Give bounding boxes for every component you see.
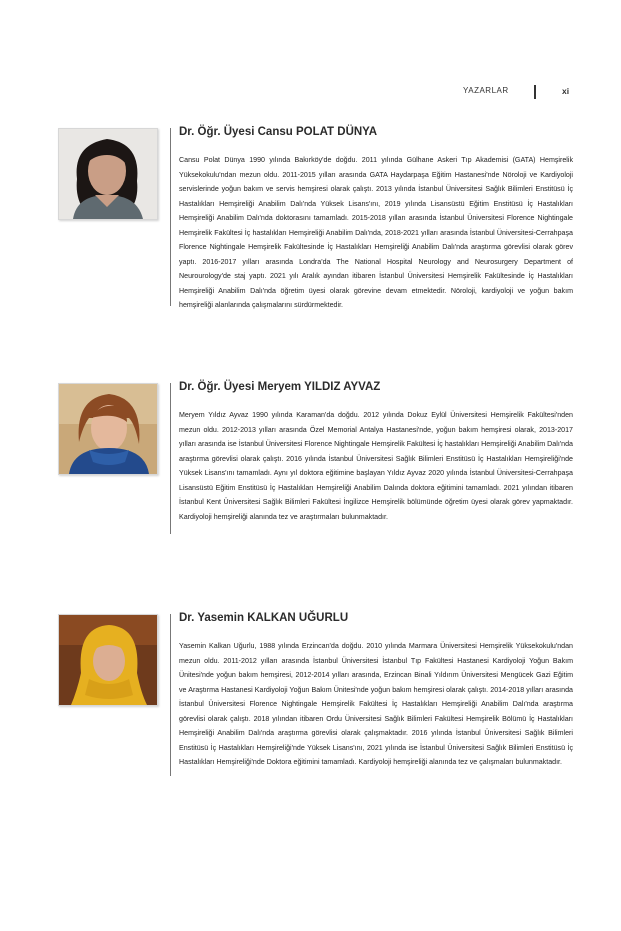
author-bio: Meryem Yıldız Ayvaz 1990 yılında Karaman'da doğdu. 2012 yılında Dokuz Eylül Üniversitesi Hemşirelik Fakültesi'nden mezun oldu. 2012-2013 yılları arasında Özel Memorial Antalya Hastanesi'nde, yoğun bakım hemşiresi olarak, 2013-2017 yılları arasında ise İstanbul Üniversitesi Florence Nightingale Hemşirelik Fakültesi İç hastalıkları Hemşireliği Anabilim Dalı'nda araştırma görevlisi olarak çalıştı. 2016 yılında İstanbul Üniversitesi Sağlık Bilimleri Enstitüsü İç Hastalıkları Hemşireliği'nde Yüksek Lisans'ını tamamladı. Aynı yıl doktora eğitimine başlayan Yıldız Ayvaz 2020 yılında İstanbul Üniversitesi-Cerrahpaşa Lisansüstü Eğitim Enstitüsü İç Hastalıkları Hemşireliği Anabilim Dalında doktora eğitimini tamamladı. 2021 yılından itibaren İstanbul Kent Üniversitesi Sağlık Bilimleri Fakültesi İngilizce Hemşirelik bölümünde öğretim üyesi olarak görev yapmaktadır. Kardiyoloji hemşireliği alanında tez ve araştırmaları bulunmaktadır. — [179, 411, 573, 521]
author-bio: Yasemin Kalkan Uğurlu, 1988 yılında Erzincan'da doğdu. 2010 yılında Marmara Üniversitesi Hemşirelik Yüksekokulu'ndan mezun oldu. 2011-2012 yılları arasında İstanbul Üniversitesi İstanbul Tıp Fakültesi Hastanesi Kardiyoloji Yoğun Bakım Ünitesi'nde yoğun bakım hemşiresi, 2012-2014 yılları arasında, Erzincan Binali Yıldırım Üniversitesi Mengücek Gazi Eğitim ve Araştırma Hastanesi Kardiyoloji Yoğun Bakım Ünitesi'nde yoğun bakım hemşiresi olarak çalıştı. 2014-2018 yılları arasında İstanbul Üniversitesi Florence Nightingale Hemşirelik Fakültesi İç Hastalıkları Hemşireliği Anabilim Dalı'nda araştırma görevlisi olarak çalıştı. 2018 yılından itibaren Ordu Üniversitesi Sağlık Bilimleri Fakültesi Hemşirelik Bölümü İç Hastalıkları Hemşireliği Anabilim Dalı'nda araştırma görevlisi olarak çalışmaktadır. 2016 yılında İstanbul Üniversitesi Sağlık Bilimleri Enstitüsü İç Hastalıkları Hemşireliği'nde Yüksek Lisans'ını, 2021 yılında ise İstanbul Üniversitesi Sağlık Bilimleri Enstitüsü İç Hastalıkları Hemşireliği'nde Doktora eğitimini tamamladı. Kardiyoloji hemşireliği alanında tez ve çalışmaları bulunmaktadır. — [179, 642, 573, 767]
page-number: xi — [562, 86, 570, 96]
author-name: Dr. Öğr. Üyesi Meryem YILDIZ AYVAZ — [179, 381, 381, 393]
header-divider — [534, 85, 536, 99]
author-name: Dr. Yasemin KALKAN UĞURLU — [179, 612, 349, 624]
section-title: YAZARLAR — [463, 86, 509, 95]
author-bio: Cansu Polat Dünya 1990 yılında Bakırköy'de doğdu. 2011 yılında Gülhane Askeri Tıp Akademisi (GATA) Hemşirelik Yüksekokulu'ndan mezun oldu. 2011-2015 yılları arasında GATA Haydarpaşa Eğitim Hastanesi'nde Nöroloji ve Kardiyoloji servislerinde yoğun bakım ve servis hemşiresi olarak çalıştı. 2013 yılında İstanbul Üniversitesi Sağlık Bilimleri Enstitüsü İç Hastalıkları Hemşireliği Anabilim Dalı'nda Yüksek Lisans'ını, 2019 yılında Lisansüstü Eğitim Enstitüsü İç Hastalıkları Hemşireliği Anabilim Dalı'nda doktorasını tamamladı. 2015-2018 yılları arasında İstanbul Üniversitesi Florence Nightingale Hemşirelik Fakültesi İç hastalıkları Hemşireliği Anabilim Dalı'nda, 2018-2021 yılları arasında İstanbul Üniversitesi-Cerrahpaşa Florence Nightingale Hemşirelik Fakültesinde İç Hastalıkları Hemşireliği Anabilim Dalı'nda araştırma görevlisi olarak görev yaptı. 2016-2017 yılları arasında Londra'da The National Hospital Neurology and Neurosurgery Department of Neurourology'de staj yaptı. 2021 yılı Aralık ayından itibaren İstanbul Üniversitesi Hemşirelik Fakültesinde İç Hastalıkları Hemşireliği Anabilim Dalı'nda öğretim üyesi olarak görevine devam etmektedir. Nöroloji, kardiyoloji ve yoğun bakım hemşireliği alanlarında çalışmalarını sürdürmektedir. — [179, 156, 573, 310]
divider-line — [170, 383, 171, 534]
divider-line — [170, 614, 171, 776]
author-photo — [58, 383, 158, 475]
author-photo — [58, 128, 158, 220]
divider-line — [170, 128, 171, 306]
running-header — [0, 85, 621, 99]
author-photo — [58, 614, 158, 706]
author-name: Dr. Öğr. Üyesi Cansu POLAT DÜNYA — [179, 126, 378, 138]
